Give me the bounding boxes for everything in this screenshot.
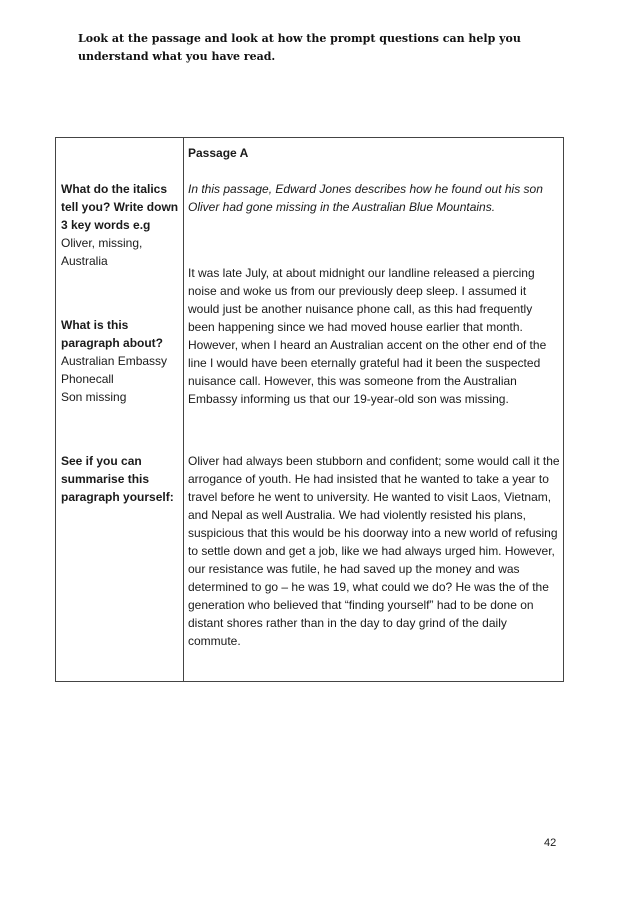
- page-number: 42: [544, 837, 557, 849]
- prompt-3-question: See if you can summarise this paragraph yourself:: [61, 454, 174, 504]
- prompt-1-question: What do the italics tell you? Write down 3 key words e.g: [61, 182, 179, 232]
- prompt-2: [61, 316, 179, 406]
- passage-title: Passage A: [188, 146, 249, 160]
- prompt-2-answer-line-3: Son missing: [61, 390, 127, 404]
- paragraph-1: It was late July, at about midnight our landline released a piercing noise and woke us from our previously deep sleep. I assumed it would just be another nuisance phone call, as this had frequently been happening since we had moved house earlier that month. However, when I heard an Australian accent on the other end of the line I would have been eternally grateful had it been the suspected nuisance call. However, this was someone from the Australian Embassy informing us that our 19-year-old son was missing.: [188, 266, 547, 406]
- paragraph-2: Oliver had always been stubborn and confident; some would call it the arrogance of youth. He had insisted that he wanted to take a year to travel before he went to university. He wanted to visit Laos, Vietnam, and Nepal as well Australia. We had violently resisted his plans, suspicious that this would be his doorway into a new world of refusing to settle down and get a job, like we had always urged him. However, our resistance was futile, he had saved up the money and was determined to go – he was 19, what could we do? He was the of the generation who believed that “finding yourself” had to be done on distant shores rather than in the day to day grind of the daily commute.: [188, 454, 560, 648]
- prompt-1: [61, 180, 179, 270]
- prompt-2-answer-line-2: Phonecall: [61, 372, 114, 386]
- passage-intro: In this passage, Edward Jones describes how he found out his son Oliver had gone missing in the Australian Blue Mountains.: [188, 182, 543, 214]
- instructions: Look at the passage and look at how the prompt questions can help you understand what you have read.: [78, 32, 521, 63]
- prompt-2-answer-line-1: Australian Embassy: [61, 354, 168, 368]
- prompt-2-question: What is this paragraph about?: [61, 318, 164, 350]
- prompt-1-answer-line-2: Australia: [61, 254, 108, 268]
- prompt-1-answer-line-1: Oliver, missing,: [61, 236, 143, 250]
- passage-table: [55, 137, 564, 682]
- column-divider: [183, 138, 184, 681]
